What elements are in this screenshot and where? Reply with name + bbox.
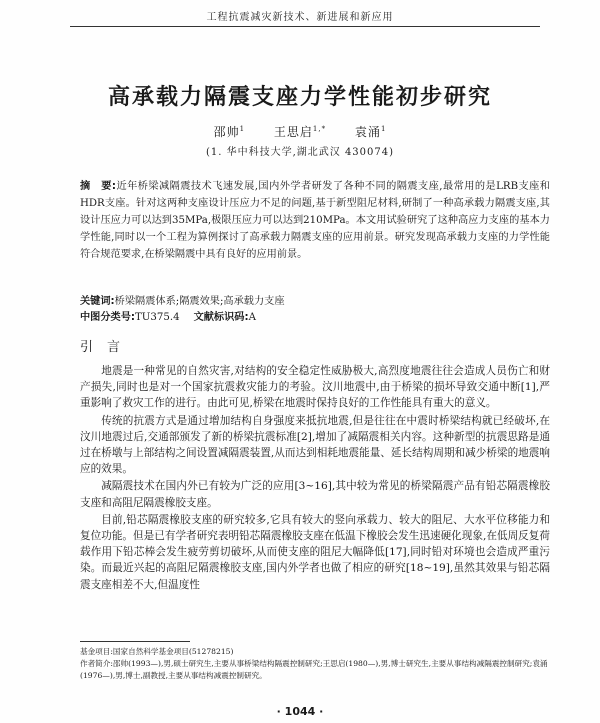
keywords-text: 桥梁隔震体系;隔震效果;高承载力支座 [114, 296, 285, 307]
footnote-funding: 基金项目:国家自然科学基金项目(51278215) [80, 647, 234, 656]
abstract-label: 摘 要: [80, 181, 116, 192]
paragraph: 地震是一种常见的自然灾害,对结构的安全稳定性威胁极大,高烈度地震往往会造成人员伤亡和财产损失,同时也是对一个国家抗震救灾能力的考验。汶川地震中,由于桥梁的损坏导致交通中断[1],严重影响了救灾工作的进行。由此可见,桥梁在地震时保持良好的工作性能具有重大的意义。 [80, 365, 550, 410]
author-mark: 1,* [312, 125, 327, 133]
header-rule [70, 26, 540, 27]
author [274, 125, 326, 139]
keywords-label: 关键词: [80, 296, 115, 307]
running-header: 工程抗震减灾新技术、新进展和新应用 [206, 12, 394, 23]
abstract [80, 178, 550, 263]
paragraph: 传统的抗震方式是通过增加结构自身强度来抵抗地震,但是往往在中震时桥梁结构就已经破坏,在汶川地震过后,交通部颁发了新的桥梁抗震标准[2],增加了减隔震相关内容。这种新型的抗震思路是通过在桥墩与上部结构之间设置减隔震装置,从而达到相耗地震能量、延长结构周期和减少桥梁的地震响应的效果。 [80, 414, 550, 476]
section-heading: 引言 [80, 340, 135, 355]
footnote-rule [80, 641, 190, 642]
paragraph: 目前,铅芯隔震橡胶支座的研究较多,它具有较大的竖向承载力、较大的阻尼、大水平位移能力和复位功能。但是已有学者研究表明铅芯隔震橡胶支座在低温下橡胶会发生迅速硬化现象,在低周反复荷载作用下铅芯棒会发生疲劳剪切破坏,从而使支座的阻尼大幅降低[17],同时铅对环境也会造成严重污染。而最近兴起的高阻尼隔震橡胶支座,国内外学者也做了相应的研究[18~19],虽然其效果与铅芯隔震支座相差不大,但温度性 [80, 513, 550, 591]
abstract-text: 近年桥梁减隔震技术飞速发展,国内外学者研发了各种不同的隔震支座,最常用的是LRB支座和HDR支座。针对这两种支座设计压应力不足的问题,基于新型阻尼材料,研制了一种高承载力隔震支座,其设计压应力可以达到35MPa,极限压应力可以达到210MPa。本文用试验研究了这种高应力支座的基本力学性能,同时以一个工程为算例探讨了高承载力隔震支座的应用前景。研究发现高承载力支座的力学性能符合规范要求,在桥梁隔震中具有良好的应用前景。 [80, 181, 550, 260]
keywords [80, 292, 550, 307]
body-text [80, 363, 550, 594]
paper-title: 高承载力隔震支座力学性能初步研究 [107, 85, 492, 110]
author-mark: 1 [380, 125, 387, 133]
page-number: · 1044 · [276, 705, 324, 718]
author-mark: 1 [239, 125, 246, 133]
clc-label: 中图分类号: [80, 312, 136, 323]
affiliation: (1. 华中科技大学,湖北武汉 430074) [205, 147, 395, 158]
clc-value: TU375.4 [135, 312, 180, 323]
footnote-authors: 作者简介:邵帅(1993—),男,硕士研究生,主要从事桥梁结构隔震控制研究;王思启(1980—),男,博士研究生,主要从事结构减隔震控制研究;袁涌(1976—),男,博士,副教授,主要从事结构减震控制研究。 [80, 659, 548, 680]
footnotes [80, 646, 555, 682]
doc-code-value: A [248, 312, 256, 323]
classification [80, 308, 550, 323]
author-list [0, 123, 600, 140]
paragraph: 减隔震技术在国内外已有较为广泛的应用[3~16],其中较为常见的桥梁隔震产品有铅芯隔震橡胶支座和高阻尼隔震橡胶支座。 [80, 480, 550, 509]
author-name: 袁涌 [354, 125, 381, 139]
author-name: 邵帅 [213, 125, 240, 139]
author [214, 125, 245, 139]
doc-code-label: 文献标识码: [193, 312, 249, 323]
author [355, 125, 386, 139]
author-name: 王思启 [273, 125, 313, 139]
